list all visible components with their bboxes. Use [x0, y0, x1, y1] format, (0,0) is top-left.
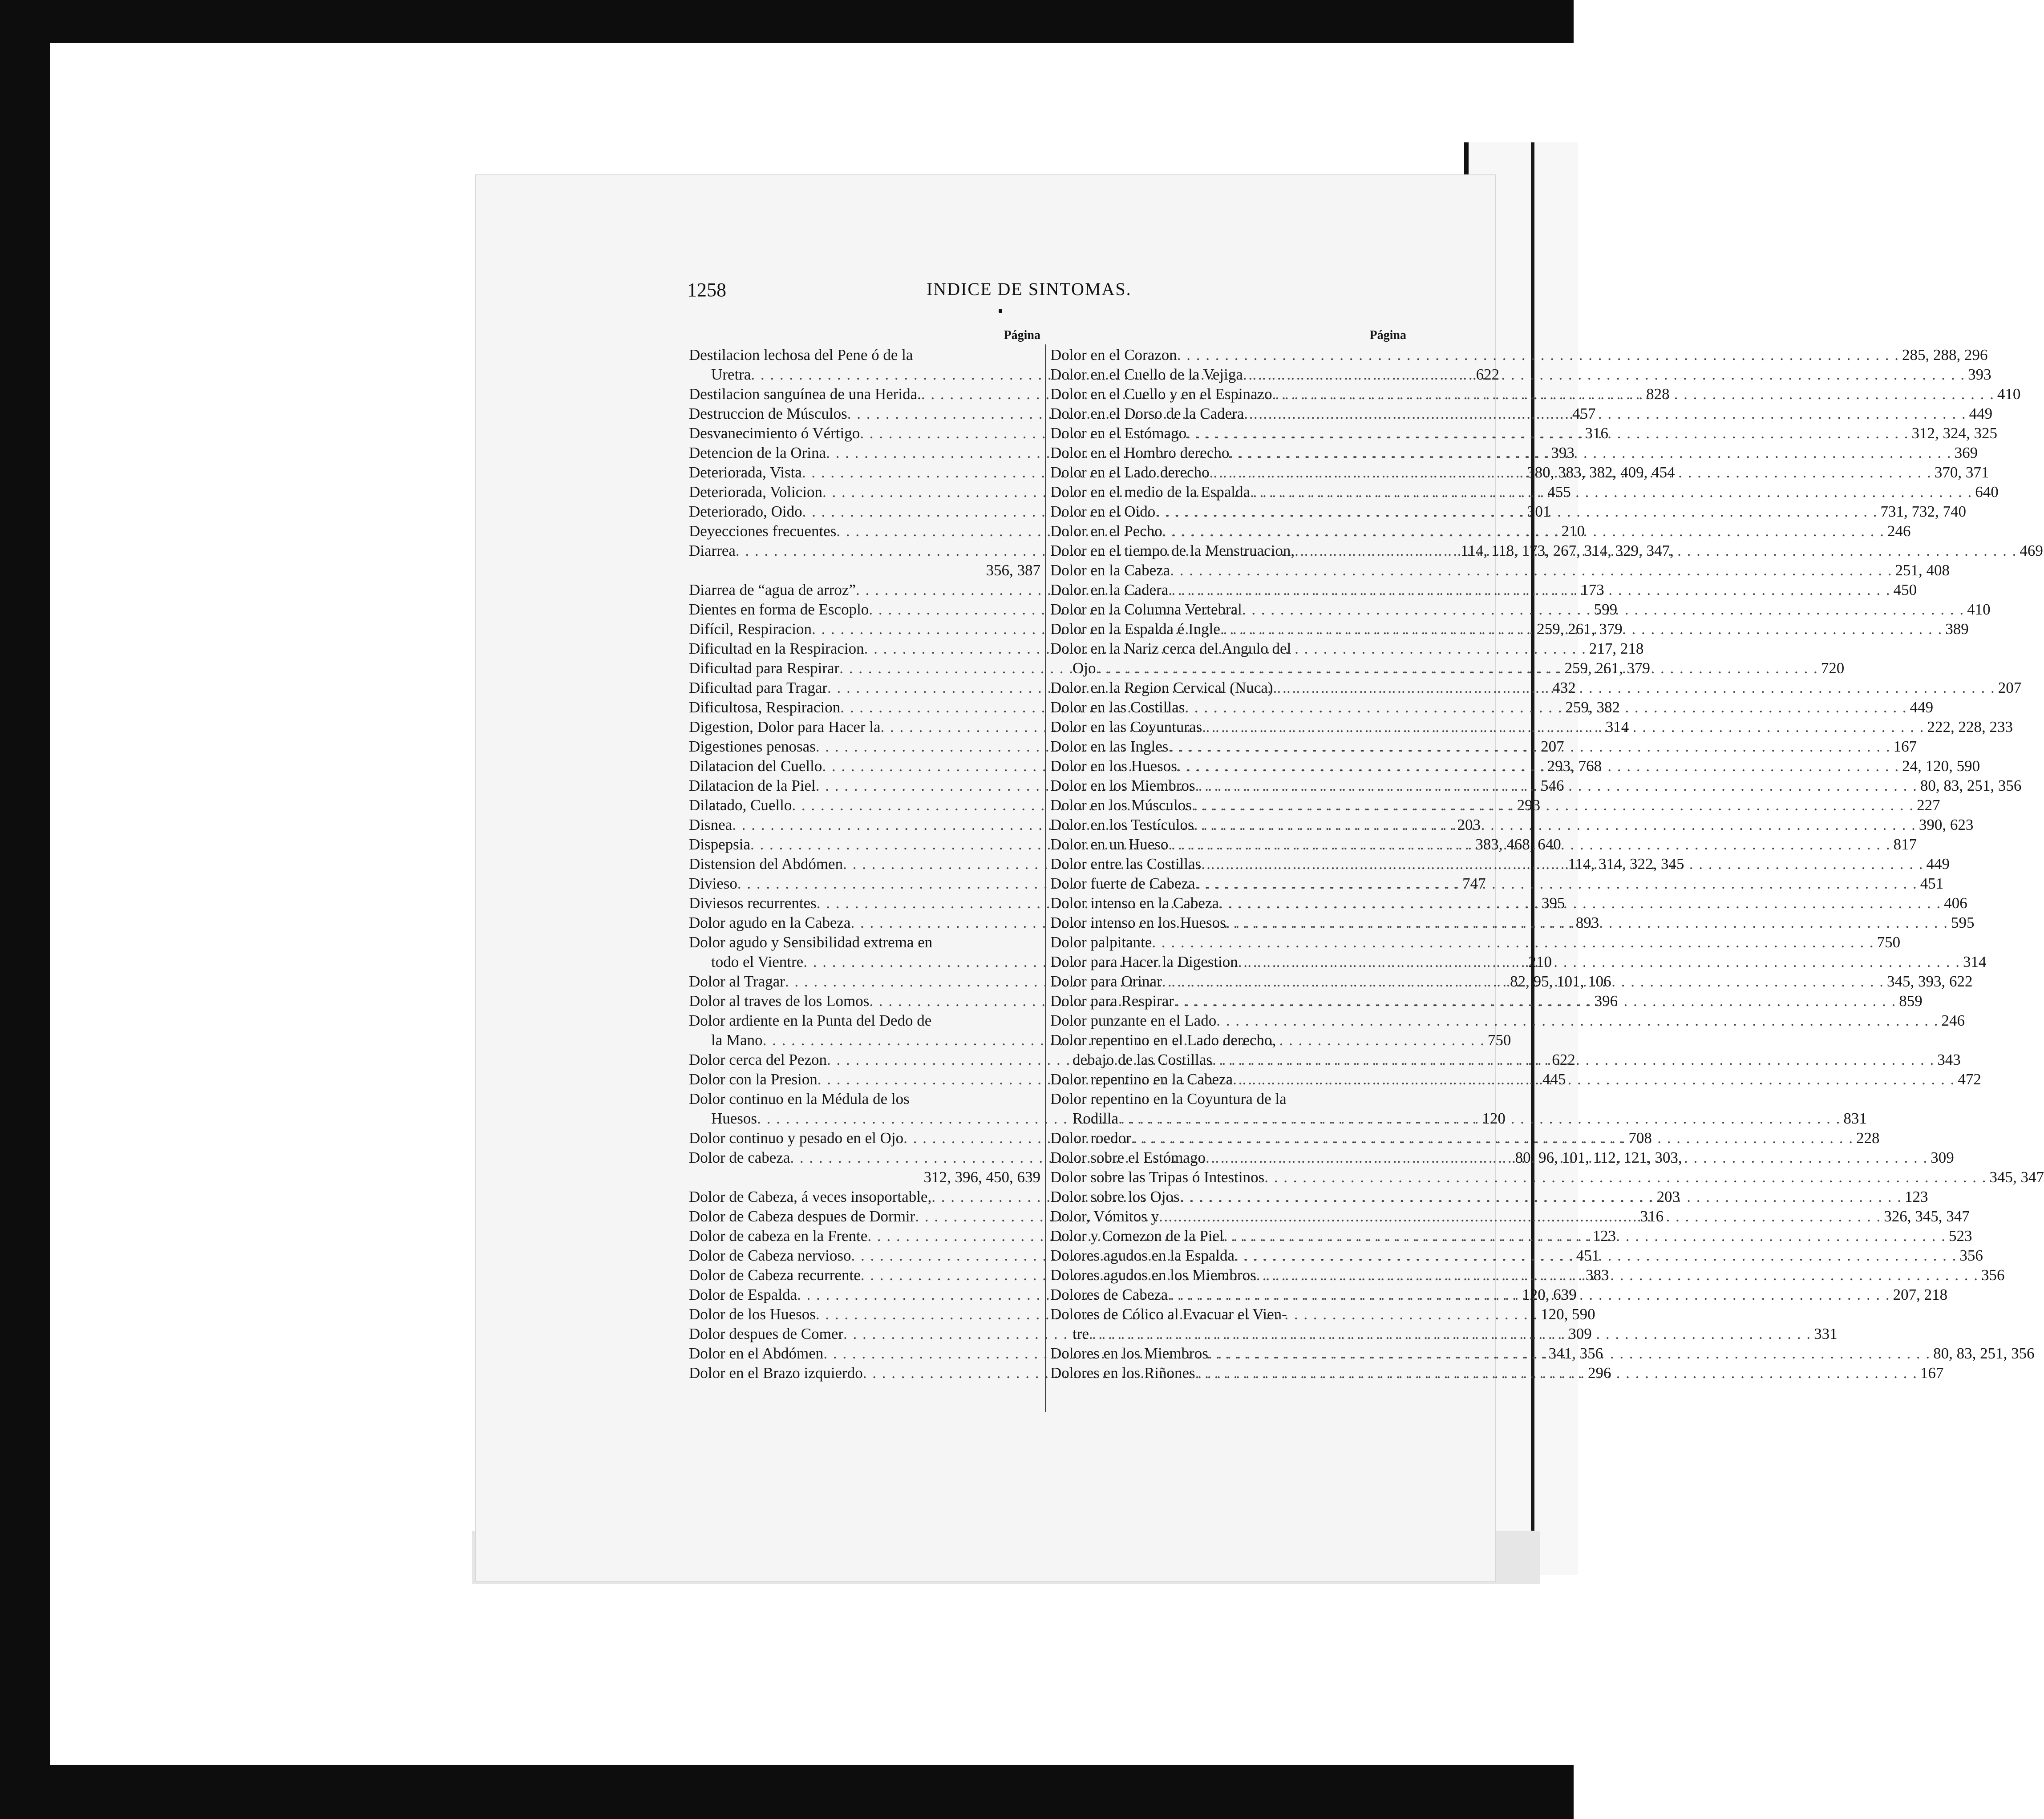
entry-pages: 445	[1542, 1071, 1566, 1088]
dot-leader	[1295, 541, 2017, 561]
entry-term: Dolor de cabeza en la Frente	[689, 1227, 868, 1245]
entry-term: Detencion de la Orina	[689, 444, 826, 461]
entry-term: Distension del Abdómen	[689, 855, 843, 873]
entry-term: Dolor agudo y Sensibilidad extrema en	[689, 934, 933, 951]
entry-term: Dolor en las Costillas	[1050, 699, 1185, 716]
entry-term: Dolor cerca del Pezon	[689, 1051, 827, 1068]
entry-term: Dolor continuo y pesado en el Ojo	[689, 1129, 904, 1147]
entry-pages: 173	[1581, 581, 1604, 598]
entry-pages: 246	[1887, 522, 1911, 540]
index-entry	[1050, 345, 1988, 365]
entry-pages: 449	[1910, 699, 1934, 716]
ink-dot	[999, 309, 1002, 313]
entry-pages: 285, 288, 296	[1902, 346, 1988, 364]
entry-pages: 345, 393, 622	[1886, 973, 1973, 990]
entry-pages: 341, 356	[1548, 1345, 1603, 1362]
entry-term: Dolor sobre los Ojos	[1050, 1188, 1180, 1205]
entry-term: Huesos	[711, 1110, 757, 1127]
entry-pages: 390, 623	[1919, 816, 1974, 833]
entry-term: Diarrea	[689, 542, 736, 559]
book-page	[476, 175, 2044, 1581]
entry-term: Dificultad en la Respiracion	[689, 640, 864, 657]
entry-pages: 80, 83, 251, 356	[1933, 1345, 2035, 1362]
entry-term: Dolor al traves de los Lomos	[689, 992, 870, 1010]
entry-pages: 410	[1967, 601, 1991, 618]
entry-term: Dispepsia	[689, 836, 751, 853]
entry-pages: 622	[1476, 366, 1500, 383]
pagina-label: Página	[1004, 328, 1040, 342]
scan-border-notch	[50, 1765, 68, 1819]
entry-term: Dolor en el Dorso de la Cadera	[1050, 405, 1244, 422]
running-title: INDICE DE SINTOMAS.	[927, 279, 1132, 299]
entry-pages: 370, 371	[1934, 464, 1989, 481]
dot-leader	[1224, 1226, 1946, 1246]
dot-leader	[1229, 443, 1951, 463]
entry-pages: 410	[1997, 385, 2021, 403]
dot-leader	[1096, 659, 1818, 678]
entry-term: Dolor para Hacer la Digestion	[1050, 953, 1238, 970]
entry-pages: 314	[1963, 953, 1987, 970]
entry-term: Dificultad para Tragar	[689, 679, 828, 696]
dot-leader	[1216, 1011, 1939, 1031]
entry-pages: 167	[1893, 738, 1917, 755]
entry-term: Dolor repentino en el Lado derecho,	[1050, 1031, 1276, 1049]
entry-term: Dolor intenso en los Huesos	[1050, 914, 1226, 931]
entry-pages: 383, 468, 640	[1475, 836, 1561, 853]
dot-leader	[1226, 913, 1948, 933]
entry-term: Dolor agudo en la Cabeza	[689, 914, 851, 931]
entry-term: Destruccion de Músculos	[689, 405, 847, 422]
entry-term: Dolor en las Coyunturas	[1050, 718, 1202, 736]
entry-pages: 259, 382	[1565, 699, 1620, 716]
entry-pages: 450	[1893, 581, 1917, 598]
dot-leader	[1208, 1344, 1931, 1363]
entry-pages: 395	[1541, 894, 1565, 912]
entry-pages: 114, 314, 322, 345	[1568, 855, 1684, 873]
entry-term: Dilatado, Cuello	[689, 796, 792, 814]
entry-term: Dolores agudos en la Espalda	[1050, 1247, 1235, 1264]
entry-term: Dolor punzante en el Lado	[1050, 1012, 1217, 1029]
entry-pages: 859	[1899, 992, 1923, 1010]
entry-pages: 343	[1937, 1051, 1961, 1068]
entry-term: la Mano	[711, 1031, 763, 1049]
dot-leader	[1177, 756, 1899, 776]
entry-term: Dolor en el Lado derecho	[1050, 464, 1210, 481]
entry-term: Dolor en el Abdómen	[689, 1345, 824, 1362]
entry-term: Digestiones penosas	[689, 738, 816, 755]
entry-term: Dolor en los Miembros	[1050, 777, 1195, 794]
entry-pages: 356	[1981, 1266, 2005, 1284]
entry-pages: 120, 590	[1541, 1306, 1595, 1323]
dot-leader	[1168, 580, 1890, 600]
dot-leader	[1244, 404, 1966, 424]
entry-pages: 309	[1568, 1325, 1592, 1342]
index-entry	[689, 933, 1040, 952]
entry-term: Diarrea de “agua de arroz”	[689, 581, 856, 598]
entry-term: Dolor sobre las Tripas ó Intestinos	[1050, 1168, 1265, 1186]
entry-pages: 451	[1920, 875, 1944, 892]
dot-leader	[1195, 874, 1918, 893]
entry-pages: 595	[1951, 914, 1975, 931]
entry-pages: 455	[1547, 483, 1571, 501]
entry-term: Dolor en el medio de la Espalda	[1050, 483, 1251, 501]
entry-term: Dolor en el Corazon	[1050, 346, 1177, 364]
entry-term: Dolor para Respirar	[1050, 992, 1174, 1010]
entry-term: tre	[1073, 1325, 1089, 1342]
entry-pages: 80, 96, 101, 112, 121, 303,	[1515, 1149, 1682, 1166]
entry-pages: 293, 768	[1547, 757, 1602, 775]
dot-leader	[1118, 1109, 1841, 1128]
entry-term: Desvanecimiento ó Vértigo	[689, 424, 860, 442]
dot-leader	[1238, 952, 1960, 972]
scan-border-left	[0, 0, 50, 1819]
entry-term: Dolor en la Espalda é Ingle	[1050, 620, 1220, 638]
entry-pages: 293	[1517, 796, 1541, 814]
entry-pages: 469	[2020, 542, 2043, 559]
index-entry	[1050, 1305, 1406, 1324]
entry-term: Dolor para Orinar	[1050, 973, 1162, 990]
column-divider	[1045, 344, 1046, 1412]
entry-term: Dolor en el Pecho	[1050, 522, 1162, 540]
dot-leader	[1201, 854, 1923, 874]
entry-term: Dolor de Espalda	[689, 1286, 797, 1303]
entry-pages: 296	[1587, 1364, 1611, 1382]
pagina-label: Página	[1369, 328, 1406, 342]
entry-pages: 523	[1949, 1227, 1972, 1245]
entry-term: Dolor continuo en la Médula de los	[689, 1090, 910, 1108]
dot-leader	[1168, 737, 1890, 756]
entry-pages: 396	[1594, 992, 1618, 1010]
entry-pages: 451	[1576, 1247, 1600, 1264]
dot-leader	[1162, 972, 1884, 991]
entry-term: Dolor en las Ingles	[1050, 738, 1169, 755]
entry-term: Disnea	[689, 816, 733, 833]
dot-leader	[1162, 521, 1885, 541]
entry-term: Dilatacion del Cuello	[689, 757, 822, 775]
entry-pages: 893	[1575, 914, 1599, 931]
dot-leader	[1131, 1128, 1854, 1148]
entry-term: Dolor en los Músculos	[1050, 796, 1192, 814]
dot-leader	[1170, 561, 1892, 580]
entry-term: Dolores en los Miembros	[1050, 1345, 1208, 1362]
entry-pages: 167	[1920, 1364, 1944, 1382]
entry-pages: 207	[1998, 679, 2022, 696]
entry-pages: 326, 345, 347	[1884, 1208, 1970, 1225]
dot-leader	[1219, 893, 1941, 913]
entry-term: Dolor en la Columna Vertebral	[1050, 601, 1242, 618]
entry-term: Dolor entre las Costillas	[1050, 855, 1202, 873]
entry-pages: 449	[1926, 855, 1950, 873]
dot-leader	[1212, 1050, 1935, 1070]
entry-term: Dolor ardiente en la Punta del Dedo de	[689, 1012, 932, 1029]
entry-term: Dolor al Tragar	[689, 973, 785, 990]
entry-term: Dolor en el Cuello y en el Espinazo	[1050, 385, 1272, 403]
entry-term: Dolor intenso en la Cabeza	[1050, 894, 1219, 912]
dot-leader	[1243, 365, 1965, 384]
entry-pages: 331	[1814, 1325, 1838, 1342]
entry-term: Dolor sobre el Estómago	[1050, 1149, 1206, 1166]
entry-pages: 406	[1944, 894, 1967, 912]
entry-pages: 345, 347	[1989, 1168, 2044, 1186]
entry-pages: 546	[1541, 777, 1564, 794]
dot-leader	[1177, 345, 1899, 365]
index-entry	[1050, 1089, 1406, 1109]
dot-leader	[1250, 482, 1972, 502]
dot-leader	[1185, 698, 1907, 717]
dot-leader	[1256, 1265, 1979, 1285]
entry-pages: 316	[1640, 1208, 1664, 1225]
entry-term: Dolor con la Presion	[689, 1071, 818, 1088]
entry-term: Dolor en el Cuello de la Vejiga	[1050, 366, 1243, 383]
index-entry	[689, 1089, 1040, 1109]
entry-pages: 393	[1968, 366, 1991, 383]
entry-term: Difícil, Respiracion	[689, 620, 812, 638]
dot-leader	[1210, 463, 1932, 482]
entry-pages: 207, 218	[1893, 1286, 1948, 1303]
entry-pages: 207	[1541, 738, 1564, 755]
dot-leader	[1180, 1187, 1902, 1207]
entry-pages: 222, 228, 233	[1927, 718, 2013, 736]
entry-pages: 817	[1893, 836, 1917, 853]
entry-term: Dificultosa, Respiracion	[689, 699, 841, 716]
entry-pages: 114, 118, 173, 267, 314, 329, 347,	[1461, 542, 1674, 559]
entry-term: Destilacion lechosa del Pene ó de la	[689, 346, 913, 364]
entry-term: Dolor palpitante	[1050, 934, 1152, 951]
entry-pages: 731, 732, 740	[1880, 503, 1966, 520]
entry-pages: 389	[1945, 620, 1969, 638]
entry-term: Dolores agudos en los Miembros	[1050, 1266, 1256, 1284]
dot-leader	[1168, 1285, 1890, 1305]
entry-pages: 640	[1975, 483, 1999, 501]
scan-border-top	[0, 0, 1574, 43]
entry-pages: 312, 324, 325	[1911, 424, 1997, 442]
entry-term: Dolor en el Oido	[1050, 503, 1156, 520]
entry-pages: 259, 261, 379	[1537, 620, 1623, 638]
entry-term: Deteriorada, Volicion	[689, 483, 823, 501]
index-entry	[1050, 1011, 1965, 1031]
entry-term: Diviesos recurrentes	[689, 894, 817, 912]
dot-leader	[1152, 933, 1874, 952]
entry-pages: 80, 83, 251, 356	[1920, 777, 2022, 794]
entry-pages: 251, 408	[1895, 562, 1950, 579]
page-number: 1258	[687, 279, 726, 301]
entry-term: Dolor en un Hueso	[1050, 836, 1169, 853]
entry-term: Dolor de Cabeza despues de Dormir	[689, 1208, 915, 1225]
entry-pages: 314	[1605, 718, 1629, 736]
entry-term: Destilacion sanguínea de una Herida.	[689, 385, 921, 403]
dot-leader	[1089, 1324, 1811, 1344]
dot-leader	[1234, 1246, 1957, 1265]
index-entry	[1050, 639, 1406, 659]
entry-pages: 24, 120, 590	[1902, 757, 1980, 775]
dot-leader	[1195, 1363, 1918, 1383]
entry-pages: 312, 396, 450, 639	[923, 1168, 1040, 1186]
entry-term: Dolor en la Region Cervical (Nuca)	[1050, 679, 1273, 696]
dot-leader	[1192, 796, 1914, 815]
entry-pages: 472	[1958, 1071, 1981, 1088]
dot-leader	[1272, 384, 1995, 404]
entry-term: Dientes en forma de Escoplo	[689, 601, 869, 618]
entry-term: Dolor fuerte de Cabeza	[1050, 875, 1195, 892]
entry-pages: 123	[1904, 1188, 1928, 1205]
index-entry	[1050, 1168, 2044, 1187]
entry-pages: 393	[1551, 444, 1574, 461]
dot-leader	[1206, 1148, 1928, 1168]
entry-term: Dilatacion de la Piel	[689, 777, 816, 794]
entry-pages: 750	[1487, 1031, 1511, 1049]
entry-pages: 120	[1482, 1110, 1506, 1127]
index-entry	[689, 345, 1040, 365]
entry-term: Dolores en los Riñones	[1050, 1364, 1195, 1382]
entry-term: Digestion, Dolor para Hacer la	[689, 718, 881, 736]
entry-term: Dificultad para Respirar	[689, 659, 840, 677]
entry-pages: 599	[1594, 601, 1618, 618]
entry-pages: 457	[1572, 405, 1596, 422]
dot-leader	[1202, 717, 1924, 737]
entry-pages: 210	[1561, 522, 1585, 540]
entry-pages: 120, 639	[1522, 1286, 1577, 1303]
entry-pages: 82, 95, 101, 106	[1510, 973, 1611, 990]
entry-term: Dolores de Cabeza	[1050, 1286, 1168, 1303]
entry-term: Dolor repentino en la Coyuntura de la	[1050, 1090, 1287, 1108]
entry-pages: 123	[1592, 1227, 1616, 1245]
dot-leader	[1159, 1207, 1881, 1226]
dot-leader	[1168, 835, 1890, 854]
entry-pages: 356, 387	[986, 562, 1040, 579]
index-entry	[689, 1168, 1040, 1187]
entry-term: Uretra	[711, 366, 751, 383]
index-entry	[1050, 561, 1950, 580]
entry-pages: 622	[1552, 1051, 1575, 1068]
entry-pages: 210	[1528, 953, 1552, 970]
entry-term: Dolor de cabeza	[689, 1149, 790, 1166]
entry-pages: 228	[1856, 1129, 1880, 1147]
entry-term: Dolor en el Brazo izquierdo	[689, 1364, 863, 1382]
entry-term: debajo de las Costillas	[1073, 1051, 1212, 1068]
entry-term: Dolor en la Nariz cerca del Angulo del	[1050, 640, 1291, 657]
entry-term: Dolor de Cabeza recurrente	[689, 1266, 861, 1284]
entry-term: Rodilla	[1073, 1110, 1119, 1127]
entry-pages: 720	[1821, 659, 1845, 677]
entry-term: Deyecciones frecuentes	[689, 522, 837, 540]
entry-term: Ojo	[1073, 659, 1096, 677]
entry-pages: 259, 261, 379	[1564, 659, 1650, 677]
index-entry	[689, 561, 1040, 580]
dot-leader	[1264, 1168, 1987, 1187]
dot-leader	[1195, 776, 1918, 796]
entry-term: Dolor de Cabeza nervioso	[689, 1247, 851, 1264]
entry-term: Dolor en el Estómago	[1050, 424, 1187, 442]
entry-pages: 383	[1586, 1266, 1609, 1284]
entry-pages: 828	[1646, 385, 1670, 403]
scan-border-bottom	[0, 1765, 1574, 1819]
entry-pages: 203	[1457, 816, 1481, 833]
entry-pages: 356	[1959, 1247, 1983, 1264]
index-entry	[1050, 1031, 1406, 1050]
entry-term: Dolor en los Huesos	[1050, 757, 1177, 775]
dot-leader	[1174, 991, 1896, 1011]
dot-leader	[1273, 678, 1995, 698]
entry-pages: 203	[1656, 1188, 1680, 1205]
entry-term: Deteriorado, Oido	[689, 503, 802, 520]
entry-pages: 369	[1954, 444, 1978, 461]
entry-term: Dolor despues de Comer	[689, 1325, 844, 1342]
entry-pages: 246	[1941, 1012, 1965, 1029]
entry-pages: 449	[1969, 405, 1993, 422]
dot-leader	[1155, 502, 1878, 521]
entry-term: Deteriorada, Vista	[689, 464, 802, 481]
entry-term: Dolor en la Cabeza	[1050, 562, 1170, 579]
entry-term: Dolor en el Hombro derecho	[1050, 444, 1230, 461]
entry-term: Dolores de Cólico al Evacuar el Vien-	[1050, 1306, 1287, 1323]
entry-pages: 309	[1931, 1149, 1954, 1166]
entry-term: Dolor y Comezon de la Piel	[1050, 1227, 1224, 1245]
entry-term: Dolor en el tiempo de la Menstruacion,	[1050, 542, 1295, 559]
dot-leader	[1220, 619, 1943, 639]
entry-term: Dolor roedor	[1050, 1129, 1131, 1147]
dot-leader	[1233, 1070, 1955, 1089]
entry-term: todo el Vientre	[711, 953, 804, 970]
entry-pages: 380, 383, 382, 409, 454	[1527, 464, 1675, 481]
entry-term: Dolor, Vómitos y	[1050, 1208, 1159, 1225]
entry-term: Dolor repentino en la Cabeza	[1050, 1071, 1233, 1088]
entry-pages: 217, 218	[1589, 640, 1644, 657]
entry-pages: 316	[1585, 424, 1608, 442]
entry-term: Dolor de los Huesos	[689, 1306, 816, 1323]
dot-leader	[1242, 600, 1964, 619]
entry-term: Divieso	[689, 875, 737, 892]
entry-pages: 301	[1527, 503, 1551, 520]
entry-term: Dolor en la Cadera	[1050, 581, 1169, 598]
entry-pages: 432	[1552, 679, 1576, 696]
entry-term: Dolor en los Testículos	[1050, 816, 1194, 833]
entry-pages: 747	[1462, 875, 1486, 892]
entry-pages: 750	[1877, 934, 1901, 951]
dot-leader	[1194, 815, 1916, 835]
entry-pages: 708	[1628, 1129, 1652, 1147]
dot-leader	[1186, 424, 1909, 443]
entry-term: Dolor de Cabeza, á veces insoportable,	[689, 1188, 932, 1205]
index-entry	[689, 1011, 1040, 1031]
entry-pages: 227	[1917, 796, 1940, 814]
entry-pages: 831	[1843, 1110, 1867, 1127]
index-entry	[1050, 933, 1901, 952]
